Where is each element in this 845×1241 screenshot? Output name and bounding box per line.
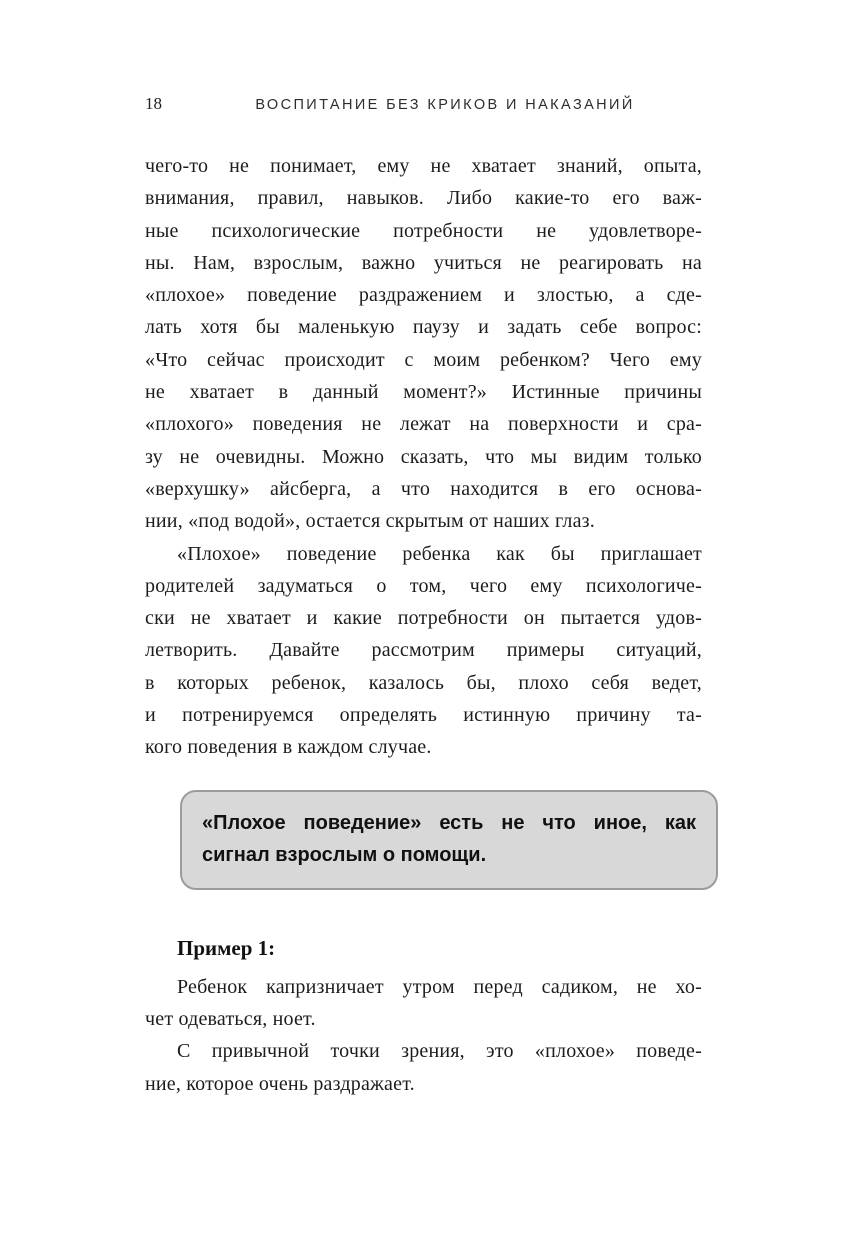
text-line: лать хотя бы маленькую паузу и задать себе вопрос: xyxy=(145,316,702,339)
text-line: и потренируемся определять истинную причину та- xyxy=(145,704,702,727)
text-line: чего-то не понимает, ему не хватает знаний, опыта, xyxy=(145,155,702,177)
text-line: в которых ребенок, казалось бы, плохо себя ведет, xyxy=(145,671,702,694)
text-line: ние, которое очень раздражает. xyxy=(145,1072,415,1095)
text-line: кого поведения в каждом случае. xyxy=(145,736,432,759)
text-line: летворить. Давайте рассмотрим примеры ситуаций, xyxy=(145,639,702,662)
page-header xyxy=(145,94,705,114)
text-line: ны. Нам, взрослым, важно учиться не реагировать на xyxy=(145,251,702,274)
text-line: «Плохое поведение» есть не что иное, как xyxy=(202,811,696,834)
text-line: Ребенок капризничает утром перед садиком, не хо- xyxy=(177,975,702,998)
text-line: ные психологические потребности не удовлетворе- xyxy=(145,219,702,242)
text-line: ски не хватает и какие потребности он пытается удов- xyxy=(145,607,702,630)
paragraphs-top xyxy=(145,150,702,764)
text-line: «верхушку» айсберга, а что находится в его основа- xyxy=(145,477,702,500)
running-title: ВОСПИТАНИЕ БЕЗ КРИКОВ И НАКАЗАНИЙ xyxy=(255,97,635,113)
text-line: чет одеваться, ноет. xyxy=(145,1007,316,1030)
page-number: 18 xyxy=(145,94,162,113)
text-line: «Плохое» поведение ребенка как бы приглашает xyxy=(177,542,702,565)
text-line: зу не очевидны. Можно сказать, что мы видим только xyxy=(145,445,702,468)
text-line: внимания, правил, навыков. Либо какие-то его важ- xyxy=(145,187,702,210)
text-line: не хватает в данный момент?» Истинные причины xyxy=(145,381,702,404)
text-line: «плохое» поведение раздражением и злостью, а сде- xyxy=(145,284,702,307)
example-heading: Пример 1: xyxy=(177,935,276,960)
text-line: нии, «под водой», остается скрытым от наших глаз. xyxy=(145,510,595,533)
paragraph xyxy=(145,1035,702,1100)
body-text xyxy=(145,150,702,1100)
text-line: «плохого» поведения не лежат на поверхности и сра- xyxy=(145,413,702,436)
text-line: С привычной точки зрения, это «плохое» поведе- xyxy=(177,1040,702,1063)
text-line: «Что сейчас происходит с моим ребенком? Чего ему xyxy=(145,348,702,371)
callout-text xyxy=(202,807,696,871)
callout-box xyxy=(180,790,718,890)
paragraph xyxy=(145,971,702,1036)
paragraph xyxy=(145,538,702,764)
text-line: родителей задуматься о том, чего ему психологиче- xyxy=(145,574,702,597)
text-line: сигнал взрослым о помощи. xyxy=(202,843,487,866)
paragraphs-bottom xyxy=(145,971,702,1100)
paragraph xyxy=(145,150,702,538)
